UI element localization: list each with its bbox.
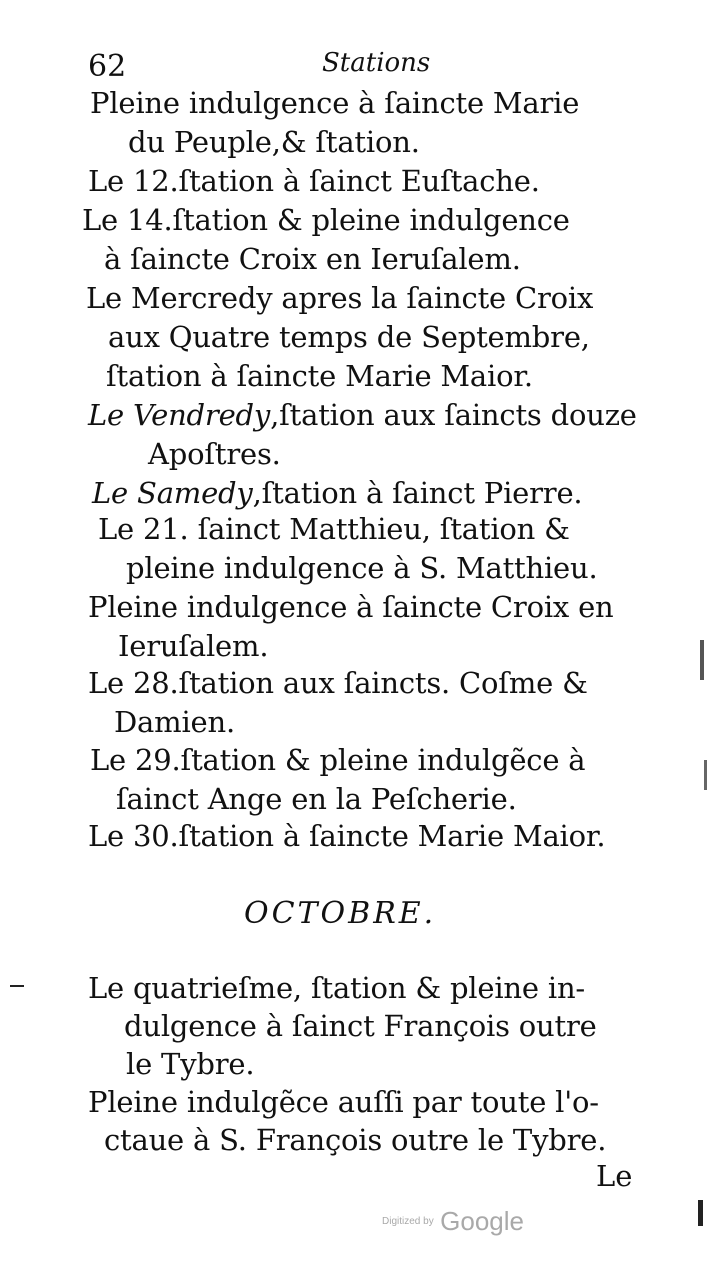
text-line: Pleine indulgence à ſaincte Marie [90,86,580,120]
text-line: ſainct Ange en la Peſcherie. [116,782,517,816]
text-line: Le quatrieſme, ſtation & pleine in- [88,971,586,1005]
text-line: Le 30.ſtation à ſaincte Marie Maior. [88,819,606,853]
text-line: Ieruſalem. [118,629,269,663]
scan-speck [10,985,24,987]
scan-edge-mark [698,1200,703,1226]
digitized-watermark [382,1206,524,1237]
watermark-logo-text: Google [440,1206,524,1236]
text-line: du Peuple,& ſtation. [128,125,420,159]
text-line: Le 14.ſtation & pleine indulgence [82,203,570,237]
text-line: Pleine indulgence à ſaincte Croix en [88,590,614,624]
text-line: Damien. [114,705,235,739]
text-line: Apoſtres. [148,437,281,471]
text-line: le Tybre. [126,1047,255,1081]
text-line: ctaue à S. François outre le Tybre. [104,1123,607,1157]
text-line: Le 21. ſainct Matthieu, ſtation & [98,512,570,546]
running-title: Stations [322,48,431,78]
page-number: 62 [88,49,127,84]
italic-day-name: Le Vendredy [88,398,271,432]
text-line: aux Quatre temps de Septembre, [108,320,590,354]
italic-day-name: Le Samedy [92,476,253,510]
text-line: Le Vendredy,ſtation aux ſaincts douze [88,398,637,432]
text-line: dulgence à ſainct François outre [124,1009,597,1043]
watermark-small-text: Digitized by [382,1216,434,1227]
scan-edge-mark [704,760,707,790]
catchword: Le [596,1159,633,1193]
text-line: Pleine indulgẽce auſſi par toute l'o- [88,1085,599,1119]
text-line: Le Samedy,ſtation à ſainct Pierre. [92,476,583,510]
text-line: Le Mercredy apres la ſaincte Croix [86,281,594,315]
month-heading: OCTOBRE. [244,896,437,931]
text-line: Le 12.ſtation à ſainct Euſtache. [88,164,540,198]
text-line: Le 29.ſtation & pleine indulgẽce à [90,743,586,777]
text-line: à ſaincte Croix en Ieruſalem. [104,242,521,276]
text-line: Le 28.ſtation aux ſaincts. Coſme & [88,666,588,700]
scan-edge-mark [700,640,704,680]
text-line: pleine indulgence à S. Matthieu. [126,551,598,585]
text-line: ſtation à ſaincte Marie Maior. [106,359,533,393]
